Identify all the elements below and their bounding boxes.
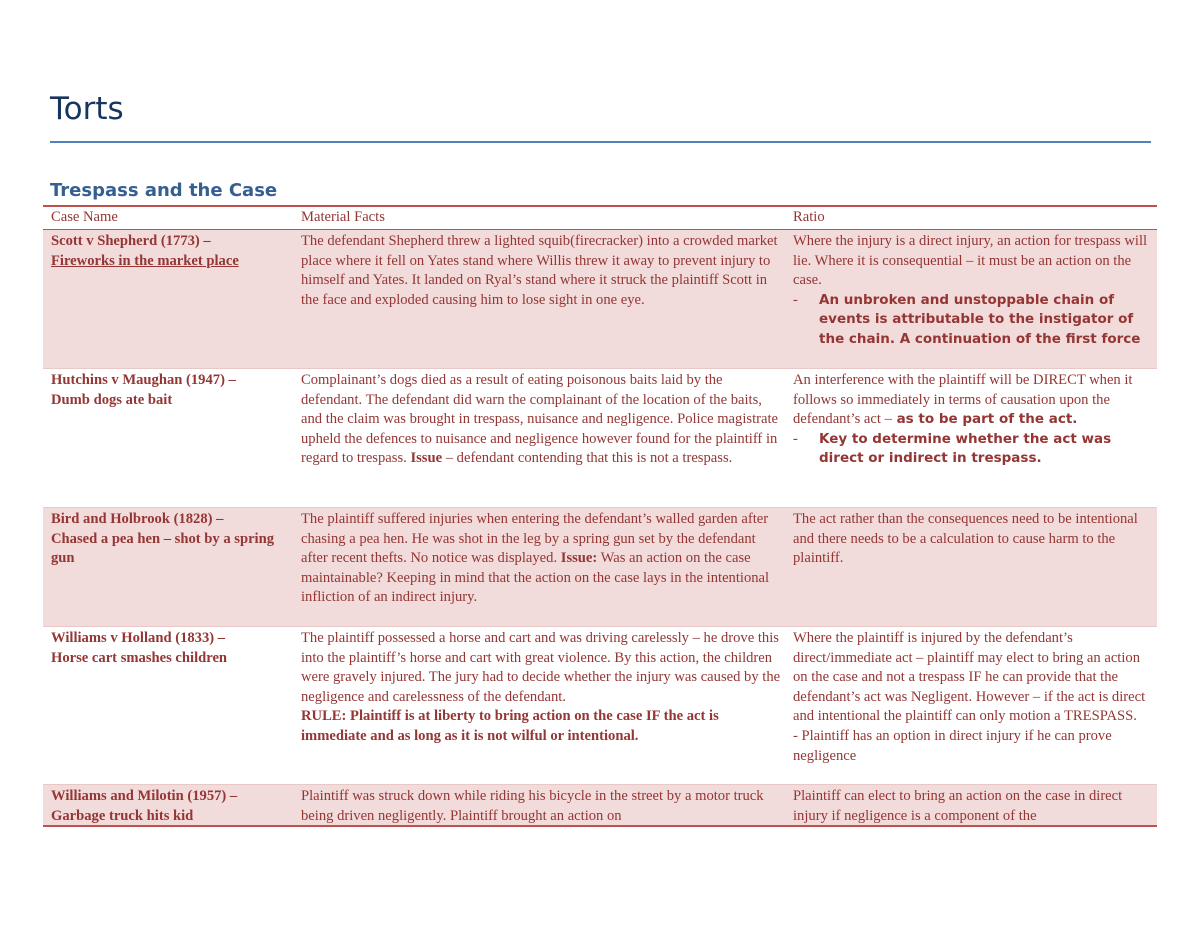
ratio-bullet-text: Key to determine whether the act was direct or indirect in trespass. bbox=[819, 430, 1112, 467]
case-subtitle: Fireworks in the market place bbox=[51, 252, 239, 269]
case-subtitle: Garbage truck hits kid bbox=[51, 807, 194, 824]
case-name-cell bbox=[51, 787, 291, 826]
material-facts-cell bbox=[301, 371, 783, 469]
ratio-cell bbox=[793, 629, 1153, 766]
bullet-dash: - bbox=[793, 430, 798, 447]
case-name: Bird and Holbrook (1828) – bbox=[51, 511, 224, 527]
ratio-text: Where the injury is a direct injury, an action for trespass will lie. Where it is consequential – it must be an action on the case. bbox=[793, 233, 1148, 289]
case-name-cell bbox=[51, 510, 291, 569]
case-name-cell bbox=[51, 371, 291, 410]
case-subtitle: Horse cart smashes children bbox=[51, 649, 228, 666]
ratio-text: The act rather than the consequences need to be intentional and there needs to be a calculation to cause harm to the plaintiff. bbox=[793, 511, 1138, 567]
page-title: Torts bbox=[50, 91, 124, 127]
facts-text: The plaintiff possessed a horse and cart and was driving carelessly – he drove this into the plaintiff’s horse and cart with great violence. By this action, the children were gravely injured. The jury had to decide whether the injury was caused by the negligence and carelessness of the defendant. bbox=[301, 630, 781, 705]
ratio-bullet bbox=[793, 430, 1153, 469]
case-subtitle: Chased a pea hen – shot by a spring gun bbox=[51, 530, 275, 567]
material-facts-cell bbox=[301, 232, 783, 310]
ratio-text: Plaintiff can elect to bring an action on the case in direct injury if negligence is a component of the bbox=[793, 788, 1123, 824]
ratio-note: - Plaintiff has an option in direct injury if he can prove negligence bbox=[793, 727, 1112, 764]
facts-text: The plaintiff suffered injuries when entering the defendant’s walled garden after chasing a pea hen. He was shot in the leg by a spring gun set by the defendant after recent thefts. No notice was displayed. bbox=[301, 511, 769, 567]
table-row bbox=[43, 508, 1157, 627]
case-name: Williams v Holland (1833) – bbox=[51, 630, 226, 646]
facts-text: The defendant Shepherd threw a lighted squib(firecracker) into a crowded market place where it fell on Yates stand where Willis threw it away to prevent injury to himself and Yates. It landed on Ryal’s stand where it struck the plaintiff Scott in the face and exploded causing him to lose sight in one eye. bbox=[301, 233, 778, 308]
facts-text: Complainant’s dogs died as a result of eating poisonous baits laid by the defendant. The defendant did warn the complainant of the location of the baits, and the claim was brought in trespass, nuisance and negligence. Police magistrate upheld the defences to nuisance and negligence however found for the plaintiff in regard to trespass. bbox=[301, 372, 778, 467]
facts-rule: RULE: Plaintiff is at liberty to bring action on the case IF the act is immediate and as long as it is not wilful or intentional. bbox=[301, 708, 719, 744]
section-heading: Trespass and the Case bbox=[50, 180, 278, 201]
case-name: Scott v Shepherd (1773) – bbox=[51, 233, 211, 249]
ratio-bullet bbox=[793, 291, 1153, 350]
case-name-cell bbox=[51, 232, 291, 271]
case-name-cell bbox=[51, 629, 291, 668]
ratio-cell bbox=[793, 510, 1153, 569]
ratio-emphasis: as to be part of the act. bbox=[891, 411, 1078, 428]
case-name: Williams and Milotin (1957) – bbox=[51, 788, 238, 804]
table-header bbox=[43, 205, 1157, 230]
facts-text: Plaintiff was struck down while riding his bicycle in the street by a motor truck being driven negligently. Plaintiff brought an action on bbox=[301, 788, 764, 824]
material-facts-cell bbox=[301, 629, 783, 747]
ratio-cell bbox=[793, 232, 1153, 350]
table-row bbox=[43, 627, 1157, 785]
case-subtitle: Dumb dogs ate bait bbox=[51, 391, 173, 408]
column-header-case-name: Case Name bbox=[51, 209, 118, 225]
column-header-ratio: Ratio bbox=[793, 209, 825, 225]
ratio-text: Where the plaintiff is injured by the defendant’s direct/immediate act – plaintiff may elect to bring an action on the case and not a trespass IF he can provide that the defendant’s act was Negligent. However – if the act is direct and intentional the plaintiff can only motion a TRESPASS. bbox=[793, 630, 1146, 725]
issue-text: Was an action on the case maintainable? Keeping in mind that the action on the case lays in the intentional infliction of an indirect injury. bbox=[301, 550, 770, 606]
ratio-text: An interference with the plaintiff will be DIRECT when it follows so immediately in terms of causation upon the defendant’s act – bbox=[793, 372, 1133, 428]
ratio-bullet-text: An unbroken and unstoppable chain of events is attributable to the instigator of the chain. A continuation of the first force bbox=[819, 291, 1141, 347]
ratio-cell bbox=[793, 787, 1153, 826]
table-row bbox=[43, 230, 1157, 369]
cases-table bbox=[43, 205, 1157, 827]
bullet-dash: - bbox=[793, 291, 798, 308]
material-facts-cell bbox=[301, 510, 783, 608]
case-name: Hutchins v Maughan (1947) – bbox=[51, 372, 236, 388]
table-row bbox=[43, 369, 1157, 508]
issue-label: Issue: bbox=[560, 550, 598, 567]
material-facts-cell bbox=[301, 787, 783, 826]
issue-text: – defendant contending that this is not a trespass. bbox=[442, 450, 733, 467]
column-header-material-facts: Material Facts bbox=[301, 209, 385, 225]
table-row bbox=[43, 785, 1157, 827]
title-divider bbox=[50, 141, 1151, 143]
issue-label: Issue bbox=[410, 450, 443, 467]
ratio-cell bbox=[793, 371, 1153, 469]
